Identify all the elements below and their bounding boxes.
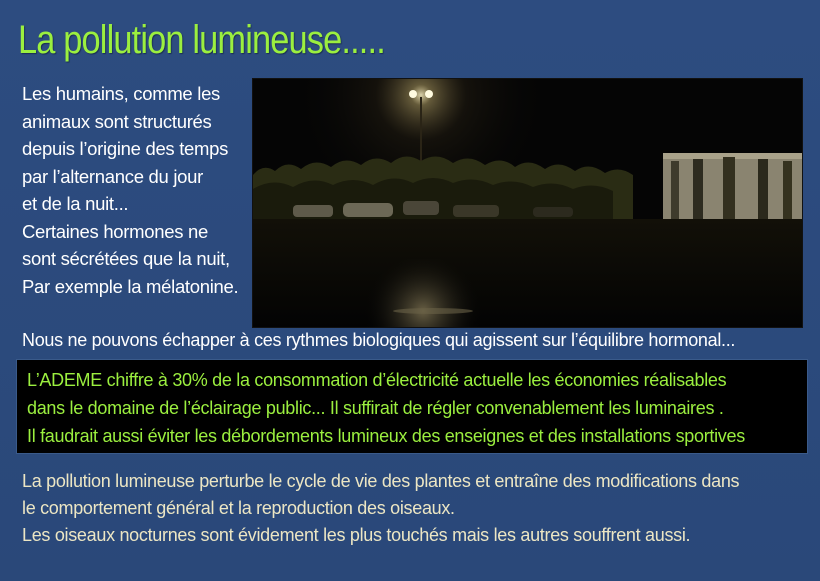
intro-line: Les humains, comme les (22, 83, 221, 104)
ademe-box (16, 359, 808, 454)
intro-line: depuis l’origine des temps (22, 138, 229, 159)
intro-line: et de la nuit... (22, 193, 129, 214)
intro-paragraph (22, 80, 262, 300)
ademe-line: dans le domaine de l’éclairage public... Il suffirait de régler convenablement les luminaires . (27, 398, 724, 418)
intro-line: sont sécrétées que la nuit, (22, 248, 230, 269)
slide-title: La pollution lumineuse..... (18, 18, 385, 62)
intro-line: Certaines hormones ne (22, 220, 208, 242)
bottom-line: Les oiseaux nocturnes sont évidement les plus touchés mais les autres souffrent aussi. (22, 525, 691, 545)
intro-line: Par exemple la mélatonine. (22, 275, 239, 297)
ademe-line: L’ADEME chiffre à 30% de la consommation d’électricité actuelle les économies réalisables (27, 370, 727, 390)
night-scene-illustration (253, 79, 802, 327)
ademe-line: Il faudrait aussi éviter les débordements lumineux des enseignes et des installations sportives (27, 426, 745, 446)
bottom-line: La pollution lumineuse perturbe le cycle de vie des plantes et entraîne des modifications dans (22, 471, 740, 491)
rhythm-sentence: Nous ne pouvons échapper à ces rythmes biologiques qui agissent sur l’équilibre hormonal... (22, 330, 736, 350)
intro-line: par l’alternance du jour (22, 165, 203, 187)
night-parking-photo (252, 78, 803, 328)
bottom-paragraph (22, 468, 739, 549)
intro-line: animaux sont structurés (22, 110, 212, 132)
bottom-line: le comportement général et la reproduction des oiseaux. (22, 498, 455, 518)
